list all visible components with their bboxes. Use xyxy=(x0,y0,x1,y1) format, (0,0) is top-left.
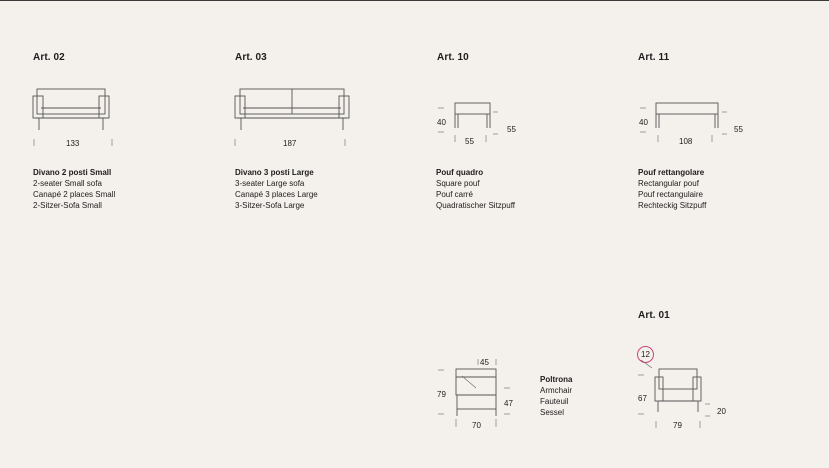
art-10-description: Pouf quadro Square pouf Pouf carré Quadratischer Sitzpuff xyxy=(436,168,516,210)
art-01-depth: 20 xyxy=(717,407,726,416)
art-10-title: Art. 10 xyxy=(437,52,469,63)
art-11-width: 108 xyxy=(679,137,693,146)
art-10-width: 55 xyxy=(465,137,474,146)
art-02-width-ticks xyxy=(33,138,123,148)
sofa-3-seater-drawing xyxy=(233,87,353,137)
art-03-title: Art. 03 xyxy=(235,52,267,63)
poltrona-height: 79 xyxy=(437,390,446,399)
art-03-width-ticks xyxy=(233,138,353,148)
art-02-title: Art. 02 xyxy=(33,52,65,63)
poltrona-top: 45 xyxy=(480,358,489,367)
art-11-depth: 55 xyxy=(734,125,743,134)
annotation-badge: 12 xyxy=(637,346,654,363)
art-11-description: Pouf rettangolare Rectangular pouf Pouf rectangulaire Rechteckig Sitzpuff xyxy=(638,168,707,210)
top-rule xyxy=(0,0,829,1)
art-03-description: Divano 3 posti Large 3-seater Large sofa Canapé 3 places Large 3-Sitzer-Sofa Large xyxy=(235,168,318,210)
art-10-height: 40 xyxy=(437,118,446,127)
art-11-height: 40 xyxy=(639,118,648,127)
art-02-description: Divano 2 posti Small 2-seater Small sofa Canapé 2 places Small 2-Sitzer-Sofa Small xyxy=(33,168,116,210)
armchair-front-drawing xyxy=(636,360,736,430)
art-03-width: 187 xyxy=(283,139,297,148)
poltrona-seat: 47 xyxy=(504,399,513,408)
poltrona-description: Poltrona Armchair Fauteuil Sessel xyxy=(540,375,573,417)
art-02-width: 133 xyxy=(66,139,80,148)
sofa-2-seater-drawing xyxy=(33,87,123,137)
art-01-height: 67 xyxy=(638,394,647,403)
art-10-depth: 55 xyxy=(507,125,516,134)
art-11-title: Art. 11 xyxy=(638,52,670,63)
art-01-width: 79 xyxy=(673,421,682,430)
art-01-title: Art. 01 xyxy=(638,310,670,321)
poltrona-width: 70 xyxy=(472,421,481,430)
